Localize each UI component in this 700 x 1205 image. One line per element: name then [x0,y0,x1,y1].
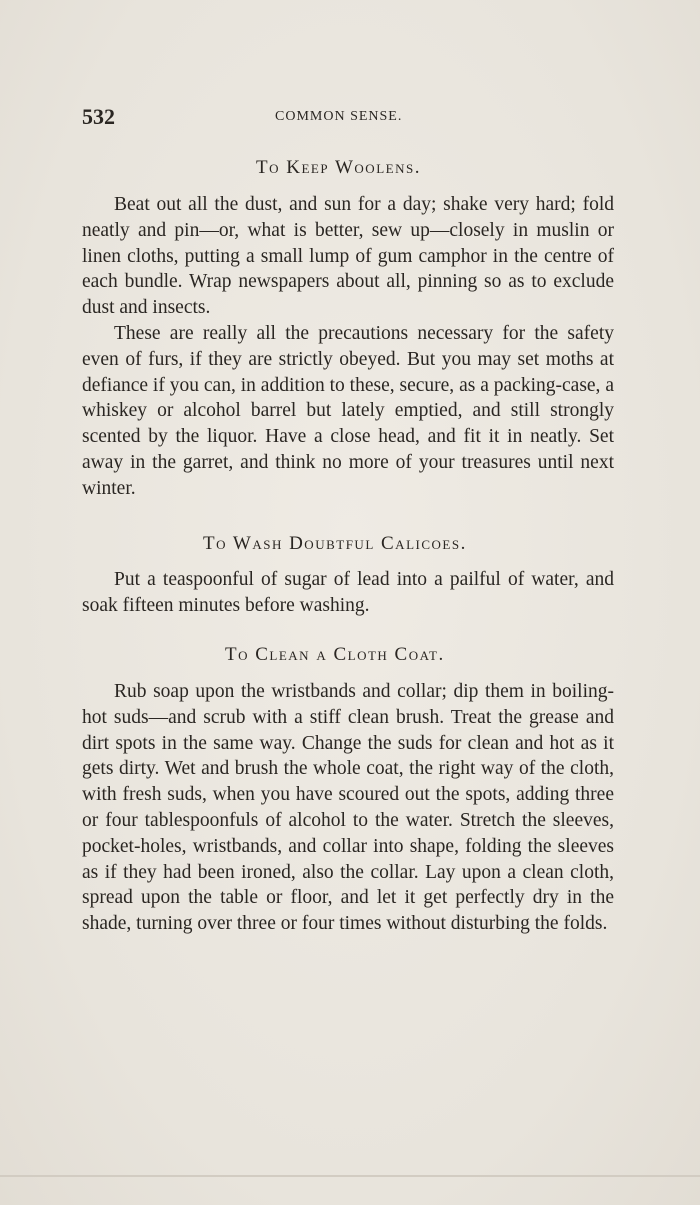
running-head [82,104,622,128]
section-heading-keep-woolens: To Keep Woolens. [256,157,421,178]
page-number: 532 [82,104,115,129]
paragraph-clean-coat-1: Rub soap upon the wristbands and collar; dip them in boiling-hot suds—and scrub with a stiff clean brush. Treat the grease and dirt spots in the same way. Change the suds for clean and hot as it gets dirty. Wet and brush the whole coat, the right way of the cloth, with fresh suds, when you have scoured out the spots, adding three or four tablespoonfuls of alcohol to the water. Stretch the sleeves, pocket-holes, wristbands, and collar into shape, folding the sleeves as if they had been ironed, also the collar. Lay upon a clean cloth, spread upon the table or floor, and let it get perfectly dry in the shade, turning over three or four times without disturbing the folds. [82,681,614,935]
paragraph-keep-woolens-2: These are really all the precautions necessary for the safety even of furs, if they are strictly obeyed. But you may set moths at defiance if you can, in addition to these, secure, as a packing-case, a whiskey or alcohol barrel but lately emptied, and still strongly scented by the liquor. Have a close head, and fit it in neatly. Set away in the garret, and think no more of your treasures until next winter. [82,323,614,499]
section-heading-wash-calicoes: To Wash Doubtful Calicoes. [203,533,467,554]
section-heading-clean-coat: To Clean a Cloth Coat. [225,644,445,665]
page-bottom-edge [0,1175,700,1177]
paragraph-wash-calicoes-1: Put a teaspoonful of sugar of lead into a pailful of water, and soak fifteen minutes before washing. [82,569,614,616]
paragraph-keep-woolens-1: Beat out all the dust, and sun for a day; shake very hard; fold neatly and pin—or, what is better, sew up—closely in muslin or linen cloths, putting a small lump of gum camphor in the centre of each bundle. Wrap newspapers about all, pinning so as to exclude dust and insects. [82,194,614,319]
running-title: COMMON SENSE. [275,109,403,124]
